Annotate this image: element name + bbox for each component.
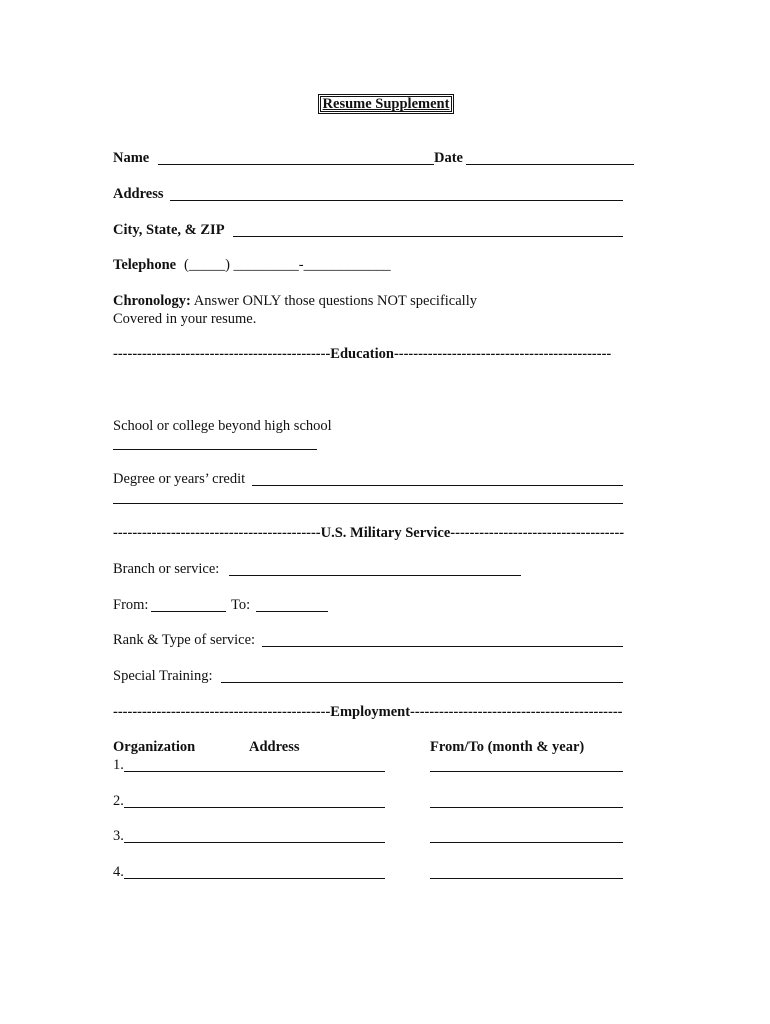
employment-fromto-field[interactable] (430, 771, 623, 772)
employment-org-address-field[interactable] (124, 878, 385, 879)
school-field[interactable] (113, 449, 317, 450)
to-field[interactable] (256, 611, 328, 612)
employment-fromto-field[interactable] (430, 878, 623, 879)
employment-org-address-field[interactable] (124, 771, 385, 772)
address-field[interactable] (170, 200, 623, 201)
employment-fromto-field[interactable] (430, 807, 623, 808)
from-field[interactable] (151, 611, 226, 612)
telephone-label: Telephone (113, 257, 177, 273)
degree-label: Degree or years’ credit (113, 471, 246, 487)
employment-row-number: 1. (113, 757, 124, 773)
employment-row-number: 4. (113, 864, 124, 880)
branch-label: Branch or service: (113, 561, 220, 577)
address-label: Address (113, 186, 164, 202)
city-state-zip-field[interactable] (233, 236, 623, 237)
employment-row-number: 3. (113, 828, 124, 844)
chronology-label: Chronology: (113, 293, 191, 309)
rank-field[interactable] (262, 646, 623, 647)
rank-label: Rank & Type of service: (113, 632, 256, 648)
military-header: -------------------------------------------U.S. Military Service------------------------------------ (113, 525, 625, 541)
telephone-field[interactable]: (_____) _________-____________ (184, 257, 391, 273)
form-title: Resume Supplement (318, 94, 454, 114)
employment-header: ---------------------------------------------Employment-------------------------------------------- (113, 704, 623, 720)
name-label: Name (113, 150, 150, 166)
name-field[interactable] (158, 164, 434, 165)
address-column-header: Address (249, 739, 300, 755)
chronology-line-2: Covered in your resume. (113, 311, 257, 327)
organization-column-header: Organization (113, 739, 196, 755)
degree-field[interactable] (252, 485, 623, 486)
school-label: School or college beyond high school (113, 418, 332, 434)
employment-org-address-field[interactable] (124, 807, 385, 808)
fromto-column-header: From/To (month & year) (430, 739, 585, 755)
branch-field[interactable] (229, 575, 521, 576)
date-label: Date (434, 150, 463, 166)
training-label: Special Training: (113, 668, 213, 684)
employment-org-address-field[interactable] (124, 842, 385, 843)
date-field[interactable] (466, 164, 634, 165)
chronology-line-1 (113, 292, 477, 310)
to-label: To: (231, 597, 251, 613)
from-label: From: (113, 597, 149, 613)
city-state-zip-label: City, State, & ZIP (113, 222, 225, 238)
education-header: ---------------------------------------------Education--------------------------------------------- (113, 346, 612, 362)
chronology-text: Answer ONLY those questions NOT specifically (193, 293, 477, 309)
employment-row-number: 2. (113, 793, 124, 809)
degree-field-continued[interactable] (113, 503, 623, 504)
employment-fromto-field[interactable] (430, 842, 623, 843)
training-field[interactable] (221, 682, 623, 683)
